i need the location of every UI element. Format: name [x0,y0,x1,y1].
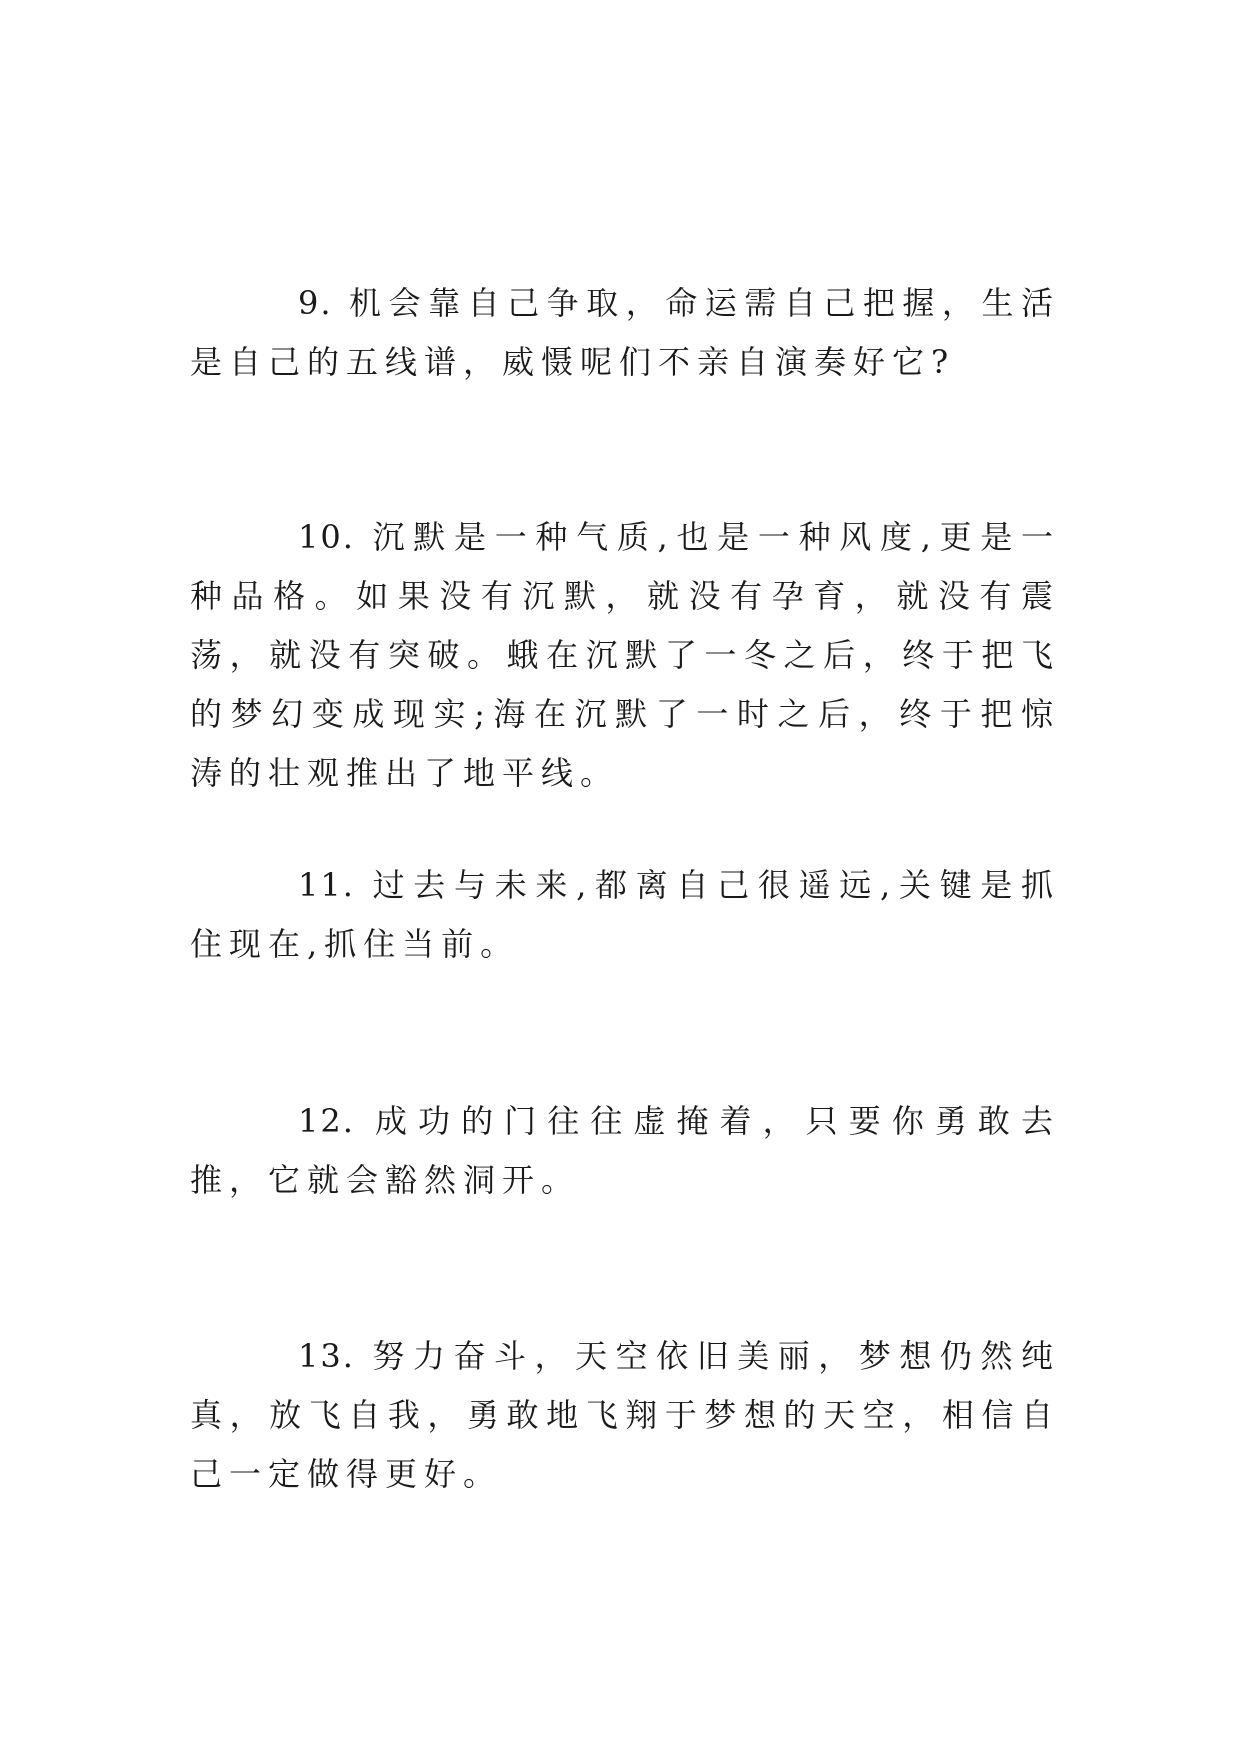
paragraph-number: 10. [298,518,355,556]
paragraph-number: 12. [298,1102,355,1140]
paragraph-text: 机会靠自己争取，命运需自己把握，生活是自己的五线谱，威慑呢们不亲自演奏好它? [190,284,1060,381]
paragraph-9 [190,274,1060,392]
paragraph-number: 9. [298,284,333,322]
paragraph-number: 13. [298,1337,355,1375]
paragraph-text: 过去与未来,都离自己很遥远,关键是抓住现在,抓住当前。 [190,866,1060,963]
paragraph-text: 沉默是一种气质,也是一种风度,更是一种品格。如果没有沉默，就没有孕育，就没有震荡，就没有突破。蛾在沉默了一冬之后，终于把飞的梦幻变成现实;海在沉默了一时之后，终于把惊涛的壮观推出了地平线。 [190,518,1060,792]
paragraph-number: 11. [298,866,355,904]
paragraph-text: 成功的门往往虚掩着，只要你勇敢去推，它就会豁然洞开。 [190,1102,1060,1199]
paragraph-12 [190,1092,1060,1210]
paragraph-13 [190,1327,1060,1504]
paragraph-text: 努力奋斗，天空依旧美丽，梦想仍然纯真，放飞自我，勇敢地飞翔于梦想的天空，相信自己一定做得更好。 [190,1337,1060,1493]
paragraph-10 [190,508,1060,803]
paragraph-11 [190,856,1060,974]
